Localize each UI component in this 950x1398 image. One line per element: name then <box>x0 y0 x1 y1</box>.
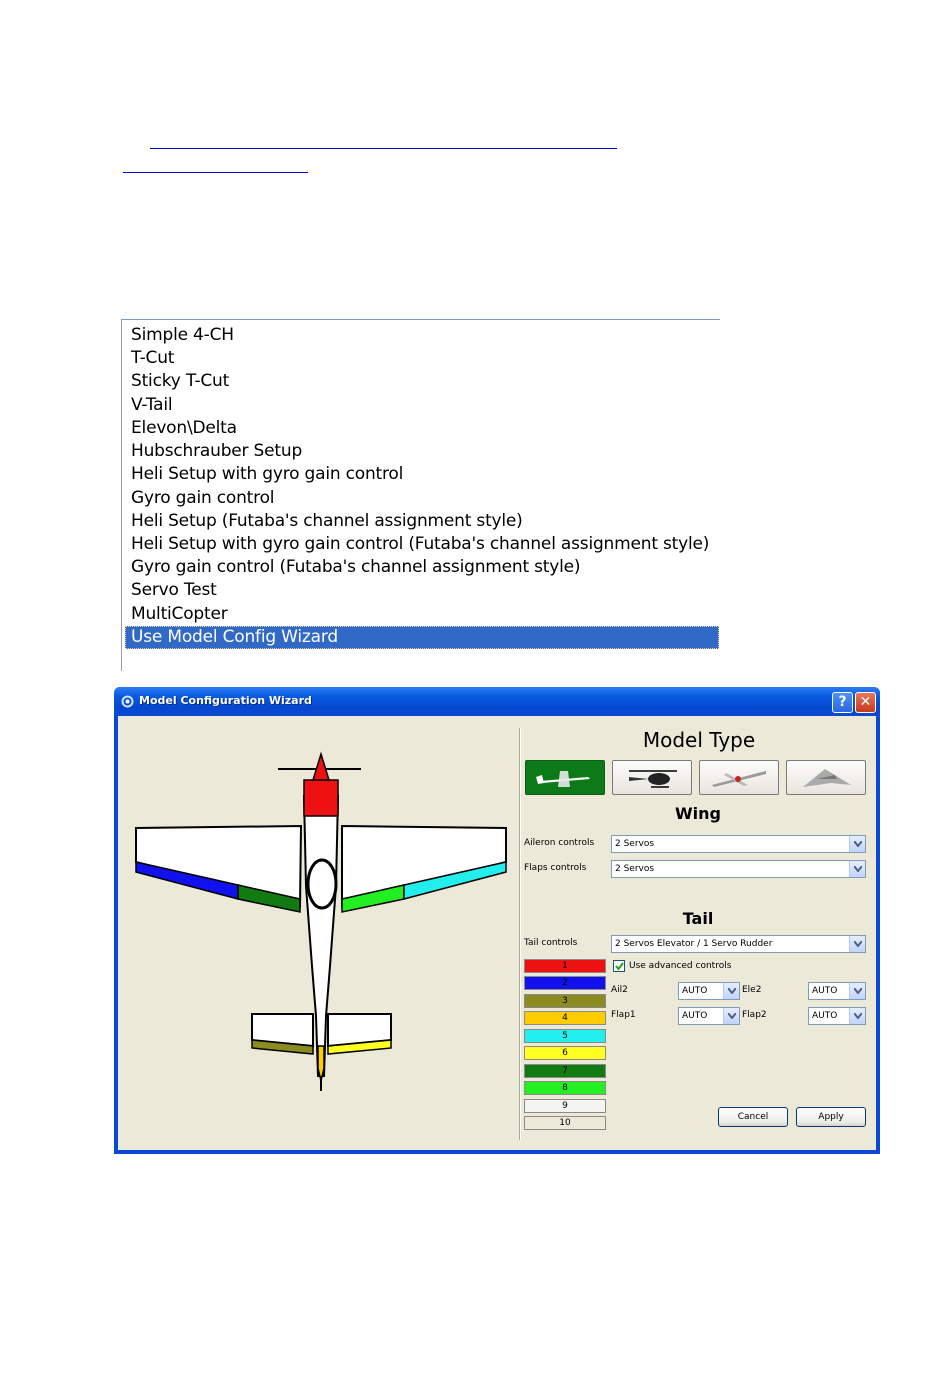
advanced-controls-label: Use advanced controls <box>629 961 732 971</box>
glider-type-button[interactable] <box>699 760 779 795</box>
flap1-select[interactable] <box>678 1007 740 1025</box>
helicopter-type-button[interactable] <box>612 760 692 795</box>
link-underline-2[interactable] <box>123 172 308 173</box>
channel-badge: 4 <box>524 1011 606 1025</box>
tail-controls-label: Tail controls <box>524 938 578 948</box>
wizard-icon <box>121 695 134 708</box>
airplane-diagram <box>128 746 513 1091</box>
checkmark-icon <box>615 962 624 971</box>
list-item-selected[interactable]: Use Model Config Wizard <box>125 626 719 649</box>
channel-badge: 2 <box>524 976 606 990</box>
tail-heading: Tail <box>682 909 714 928</box>
ail2-select[interactable] <box>678 982 740 1000</box>
chevron-down-icon[interactable] <box>849 861 865 877</box>
flaps-controls-value: 2 Servos <box>615 864 655 874</box>
canopy <box>308 860 336 908</box>
channel-badge: 6 <box>524 1046 606 1060</box>
model-type-heading: Model Type <box>642 728 756 752</box>
list-item[interactable]: Servo Test <box>131 580 217 600</box>
aileron-controls-select[interactable] <box>611 835 866 853</box>
wing-heading: Wing <box>675 804 721 823</box>
ele2-value: AUTO <box>812 986 838 996</box>
list-item[interactable]: Sticky T-Cut <box>131 371 230 391</box>
channel-badge: 1 <box>524 959 606 973</box>
channel-badge: 3 <box>524 994 606 1008</box>
list-item[interactable]: V-Tail <box>131 395 173 415</box>
airplane-icon <box>534 765 596 791</box>
motor-cowling <box>304 780 338 816</box>
aileron-controls-value: 2 Servos <box>615 839 655 849</box>
list-item[interactable]: Heli Setup with gyro gain control <box>131 464 404 484</box>
list-item[interactable]: T-Cut <box>131 348 175 368</box>
glider-icon <box>708 765 770 791</box>
advanced-controls-checkbox[interactable] <box>613 960 625 972</box>
helicopter-icon <box>621 765 683 791</box>
tail-controls-select[interactable] <box>611 935 866 953</box>
wizard-client-area <box>118 716 876 1150</box>
title-bar[interactable] <box>114 687 880 716</box>
chevron-down-icon[interactable] <box>723 983 739 999</box>
channel-badge: 5 <box>524 1029 606 1043</box>
apply-button[interactable]: Apply <box>796 1107 866 1127</box>
close-button[interactable]: ✕ <box>855 692 876 713</box>
ele2-label: Ele2 <box>742 985 762 995</box>
chevron-down-icon[interactable] <box>849 983 865 999</box>
delta-jet-icon <box>795 765 857 791</box>
list-item[interactable]: Gyro gain control (Futaba's channel assignment style) <box>131 557 581 577</box>
window-title: Model Configuration Wizard <box>139 694 312 707</box>
ail2-value: AUTO <box>682 986 708 996</box>
flap2-select[interactable] <box>808 1007 866 1025</box>
flaps-controls-label: Flaps controls <box>524 863 587 873</box>
chevron-down-icon[interactable] <box>723 1008 739 1024</box>
panel-divider <box>519 728 521 1140</box>
chevron-down-icon[interactable] <box>849 836 865 852</box>
channel-badge: 10 <box>524 1116 606 1130</box>
chevron-down-icon[interactable] <box>849 1008 865 1024</box>
flap2-value: AUTO <box>812 1011 838 1021</box>
list-item[interactable]: Heli Setup with gyro gain control (Futaba's channel assignment style) <box>131 534 710 554</box>
ele2-select[interactable] <box>808 982 866 1000</box>
chevron-down-icon[interactable] <box>849 936 865 952</box>
airplane-type-button[interactable] <box>525 760 605 795</box>
model-config-wizard-window <box>114 687 880 1154</box>
flaps-controls-select[interactable] <box>611 860 866 878</box>
flap2-label: Flap2 <box>742 1010 767 1020</box>
list-item[interactable]: Hubschrauber Setup <box>131 441 303 461</box>
template-list[interactable] <box>121 319 720 671</box>
list-item[interactable]: Heli Setup (Futaba's channel assignment style) <box>131 511 523 531</box>
list-item[interactable]: MultiCopter <box>131 604 228 624</box>
list-item[interactable]: Elevon\Delta <box>131 418 237 438</box>
list-item[interactable]: Gyro gain control <box>131 488 275 508</box>
link-underline-1[interactable] <box>150 148 617 149</box>
flap1-label: Flap1 <box>611 1010 636 1020</box>
delta-jet-type-button[interactable] <box>786 760 866 795</box>
cancel-button[interactable]: Cancel <box>718 1107 788 1127</box>
channel-badge: 7 <box>524 1064 606 1078</box>
tail-controls-value: 2 Servos Elevator / 1 Servo Rudder <box>615 939 773 949</box>
aileron-controls-label: Aileron controls <box>524 838 595 848</box>
help-button[interactable]: ? <box>832 692 853 713</box>
ail2-label: Ail2 <box>611 985 628 995</box>
flap1-value: AUTO <box>682 1011 708 1021</box>
list-item[interactable]: Simple 4-CH <box>131 325 234 345</box>
channel-badge: 8 <box>524 1081 606 1095</box>
channel-badge: 9 <box>524 1099 606 1113</box>
